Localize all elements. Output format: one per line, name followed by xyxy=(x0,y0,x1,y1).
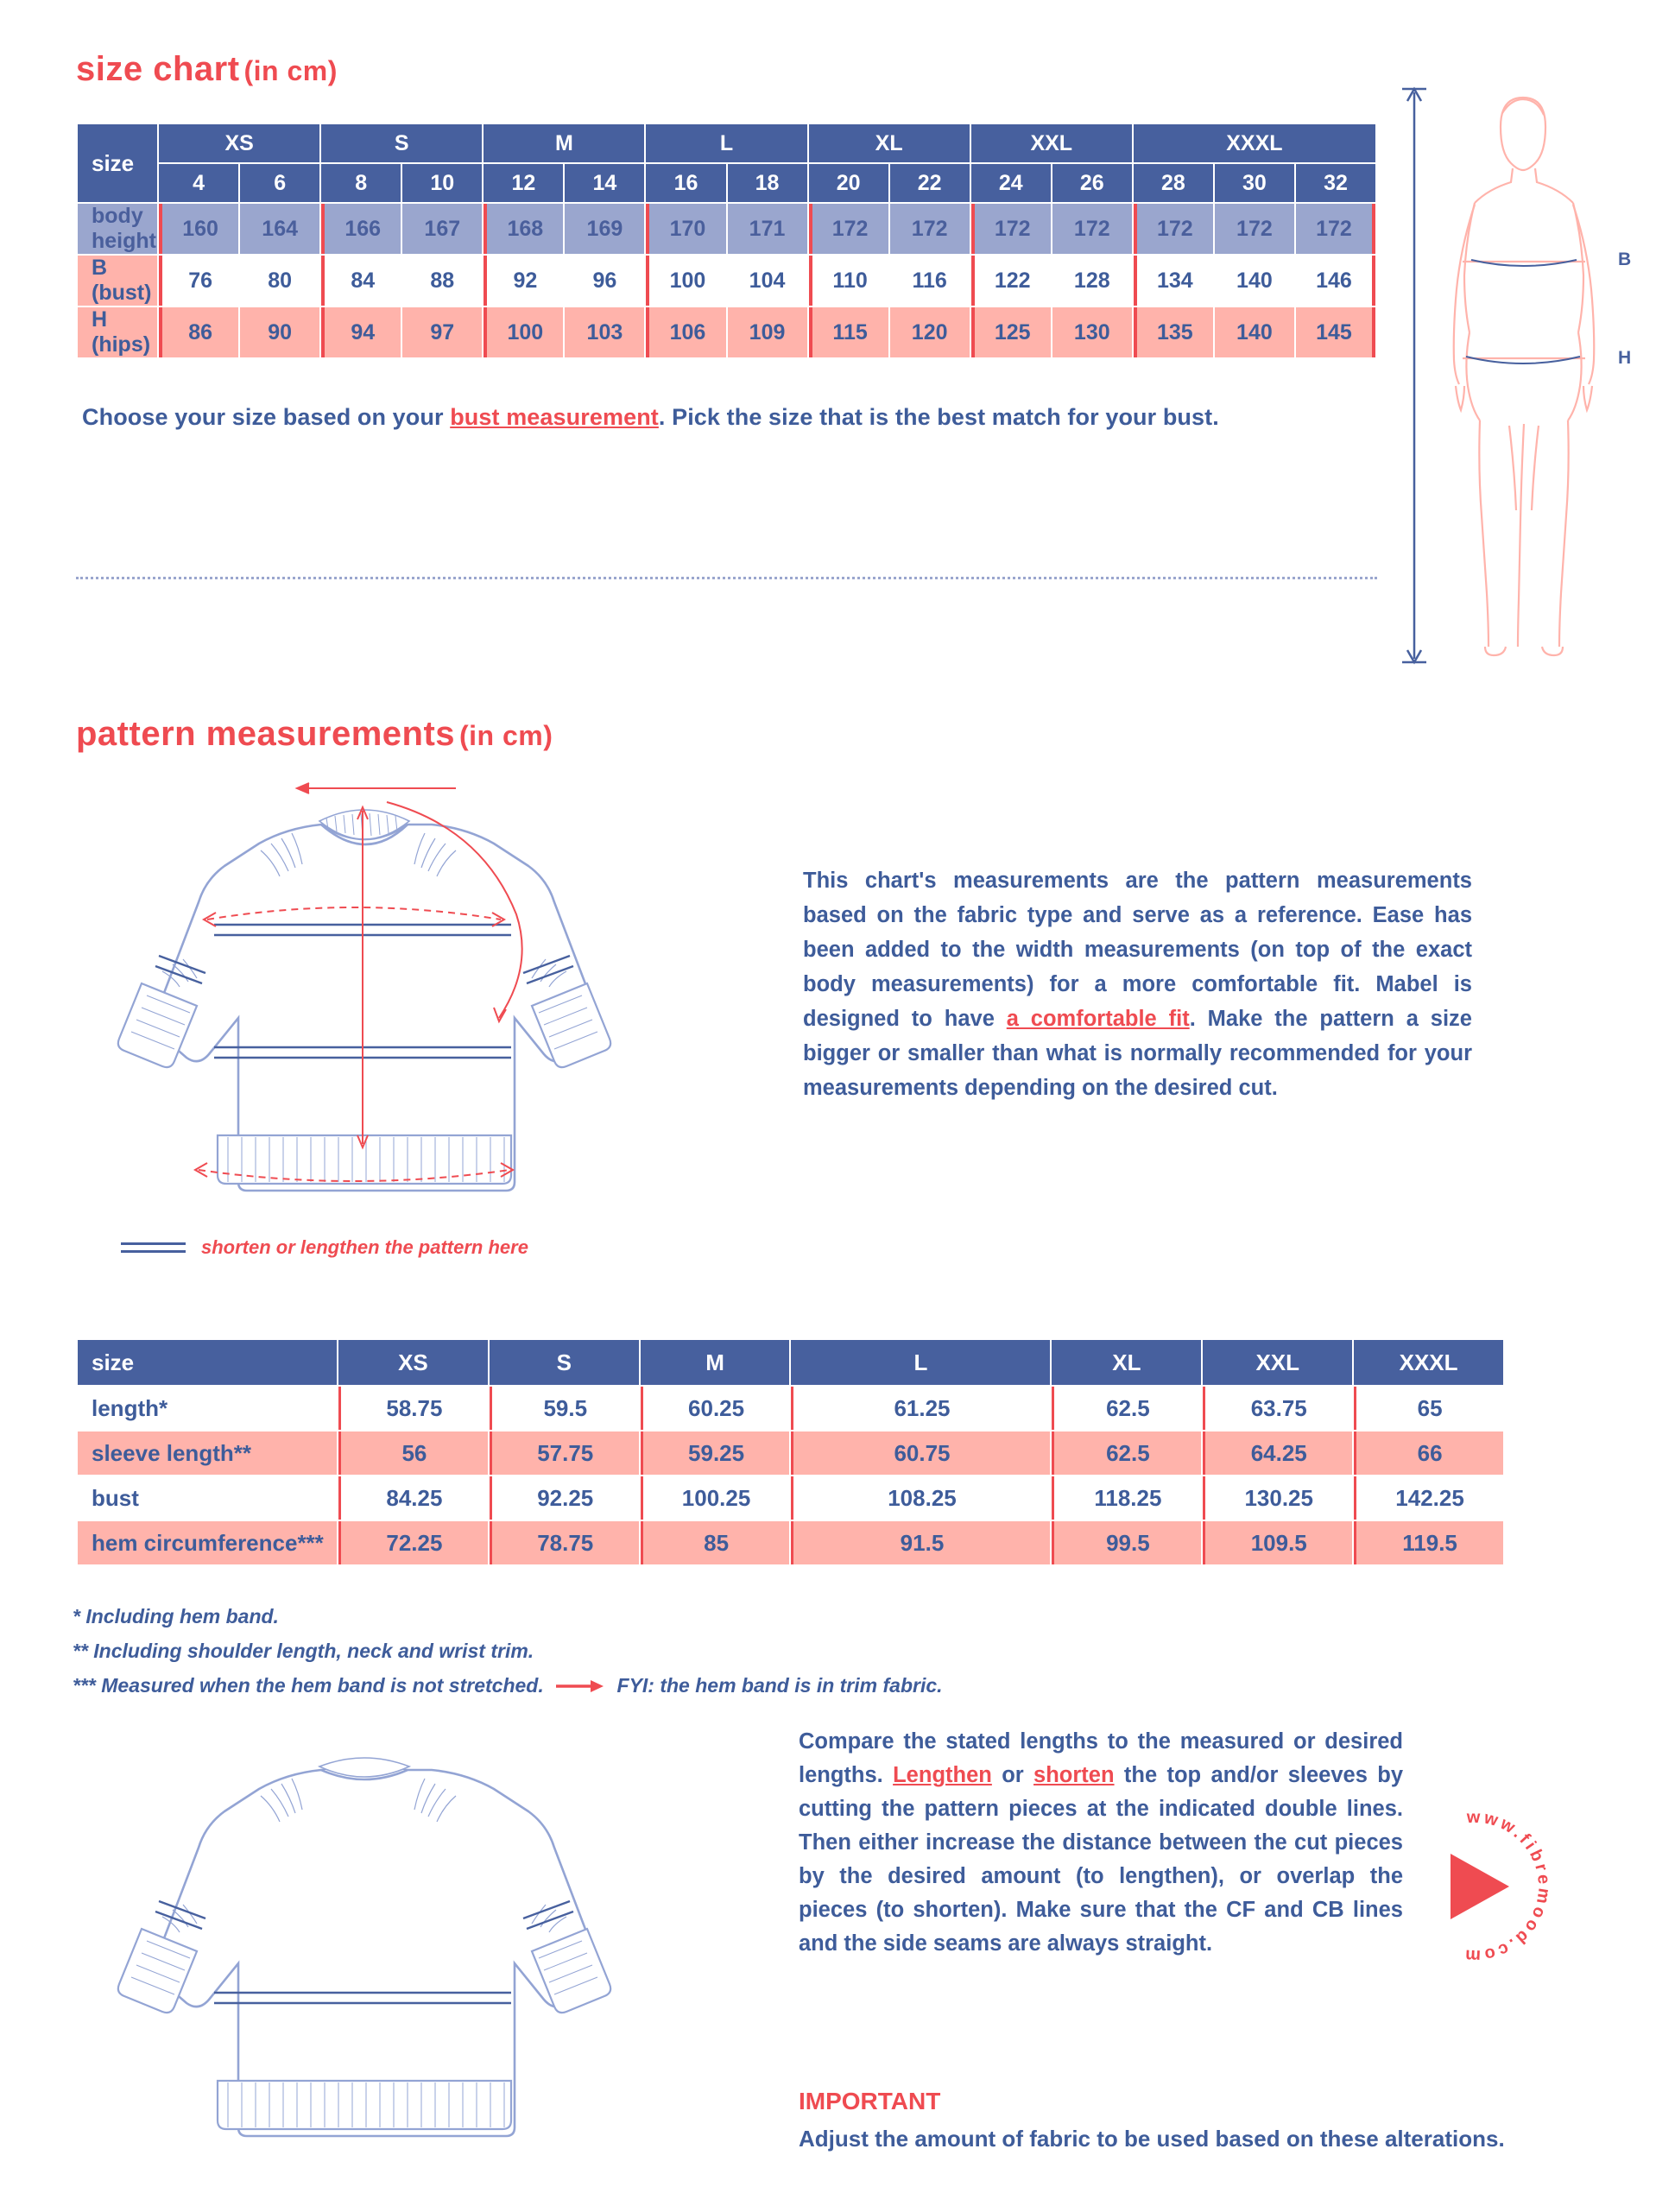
numeric-size-12: 28 xyxy=(1134,164,1213,202)
size-group-xxxl: XXXL xyxy=(1134,124,1375,162)
cell-length-xl: 62.5 xyxy=(1052,1387,1201,1430)
table-row xyxy=(78,307,1375,357)
pattern-measurements-paragraph xyxy=(803,863,1472,1105)
cell-hips-1: 90 xyxy=(240,307,319,357)
cell-hips-8: 115 xyxy=(809,307,888,357)
cell-height-4: 168 xyxy=(484,204,563,254)
numeric-size-11: 26 xyxy=(1052,164,1132,202)
svg-text:www.fibremood.com: www.fibremood.com xyxy=(1462,1807,1554,1966)
table-footnotes xyxy=(73,1599,943,1704)
cell-bust-0: 76 xyxy=(159,256,238,306)
cell-hem-xxl: 109.5 xyxy=(1203,1521,1352,1564)
figure-label-hips: H xyxy=(1618,348,1632,368)
choose-text-before: Choose your size based on your xyxy=(82,404,451,430)
cell-height-2: 166 xyxy=(321,204,401,254)
cell-hips-4: 100 xyxy=(484,307,563,357)
pattern-row-label-length: length* xyxy=(78,1387,337,1430)
cell-hips-14: 145 xyxy=(1296,307,1375,357)
size-chart-group-header-row xyxy=(78,124,1375,162)
cell-pbust-m: 100.25 xyxy=(641,1476,790,1520)
pattern-row-label-sleeve-length: sleeve length** xyxy=(78,1431,337,1475)
cell-length-s: 59.5 xyxy=(490,1387,639,1430)
table-row xyxy=(78,204,1375,254)
pattern-col-xs: XS xyxy=(338,1340,488,1385)
pattern-measurements-table xyxy=(76,1338,1505,1566)
bottom-paragraph-part1: Compare the stated lengths to the measured or desired lengths. xyxy=(799,1729,1403,1787)
numeric-size-8: 20 xyxy=(809,164,888,202)
important-body-text: Adjust the amount of fabric to be used based on these alterations. xyxy=(799,2126,1505,2152)
figure-label-bust: B xyxy=(1618,250,1632,269)
size-group-xxl: XXL xyxy=(971,124,1132,162)
cell-hem-xl: 99.5 xyxy=(1052,1521,1201,1564)
numeric-size-0: 4 xyxy=(159,164,238,202)
cell-height-9: 172 xyxy=(890,204,970,254)
footnote-1: * Including hem band. xyxy=(73,1605,279,1627)
cell-hem-xxxl: 119.5 xyxy=(1354,1521,1503,1564)
cell-sleeve-xs: 56 xyxy=(338,1431,488,1475)
pattern-row-label-hem-circumference: hem circumference*** xyxy=(78,1521,337,1564)
cell-length-m: 60.25 xyxy=(641,1387,790,1430)
cell-bust-8: 110 xyxy=(809,256,888,306)
pattern-paragraph-highlight: a comfortable fit xyxy=(1006,1007,1190,1031)
cell-hem-l: 91.5 xyxy=(791,1521,1050,1564)
row-label-bust-rest: (bust) xyxy=(92,281,152,305)
cell-bust-7: 104 xyxy=(728,256,807,306)
pattern-measurements-title-main: pattern measurements xyxy=(76,715,456,753)
cell-height-5: 169 xyxy=(565,204,644,254)
size-chart-corner-label: size xyxy=(78,124,157,202)
cell-pbust-xxxl: 142.25 xyxy=(1354,1476,1503,1520)
section-divider xyxy=(76,577,1377,579)
cell-length-l: 61.25 xyxy=(791,1387,1050,1430)
bottom-paragraph-highlight-shorten: shorten xyxy=(1033,1763,1115,1787)
choose-text-after: . Pick the size that is the best match for your bust. xyxy=(658,404,1219,430)
cell-height-13: 172 xyxy=(1215,204,1294,254)
cell-sleeve-s: 57.75 xyxy=(490,1431,639,1475)
cell-hips-13: 140 xyxy=(1215,307,1294,357)
pattern-col-xxl: XXL xyxy=(1203,1340,1352,1385)
cell-hips-9: 120 xyxy=(890,307,970,357)
bottom-paragraph-highlight-lengthen: Lengthen xyxy=(893,1763,992,1787)
cell-hem-m: 85 xyxy=(641,1521,790,1564)
row-label-hips-letter: H xyxy=(92,307,108,332)
cell-height-14: 172 xyxy=(1296,204,1375,254)
cell-height-0: 160 xyxy=(159,204,238,254)
size-chart-title-unit: (in cm) xyxy=(243,55,338,86)
numeric-size-9: 22 xyxy=(890,164,970,202)
table-row xyxy=(78,1387,1503,1430)
table-row xyxy=(78,1476,1503,1520)
cell-pbust-s: 92.25 xyxy=(490,1476,639,1520)
footnote-2: ** Including shoulder length, neck and wrist trim. xyxy=(73,1640,534,1662)
cell-hips-12: 135 xyxy=(1134,307,1213,357)
numeric-size-6: 16 xyxy=(646,164,725,202)
size-chart-title xyxy=(76,50,338,89)
cell-bust-3: 88 xyxy=(402,256,482,306)
numeric-size-5: 14 xyxy=(565,164,644,202)
cell-hips-3: 97 xyxy=(402,307,482,357)
lengthen-shorten-paragraph xyxy=(799,1725,1403,1961)
cell-pbust-xl: 118.25 xyxy=(1052,1476,1201,1520)
footnote-3-text: *** Measured when the hem band is not stretched. xyxy=(73,1674,544,1697)
bottom-paragraph-part2: or xyxy=(991,1763,1034,1787)
table-row xyxy=(78,256,1375,306)
cell-sleeve-xxxl: 66 xyxy=(1354,1431,1503,1475)
table-row xyxy=(78,1431,1503,1475)
pattern-col-s: S xyxy=(490,1340,639,1385)
row-label-hips xyxy=(78,307,157,357)
cell-hem-xs: 72.25 xyxy=(338,1521,488,1564)
cell-hips-5: 103 xyxy=(565,307,644,357)
size-group-xl: XL xyxy=(809,124,970,162)
cell-hips-7: 109 xyxy=(728,307,807,357)
row-label-bust xyxy=(78,256,157,306)
arrow-right-icon xyxy=(556,1670,604,1704)
cell-sleeve-l: 60.75 xyxy=(791,1431,1050,1475)
pattern-paragraph-part1: This chart's measurements are the pattern measurements based on the fabric type and serve as a reference. Ease has been added to the width measurements (on top of the exact body measurements) for a more comfortable fit. Mabel is designed to have xyxy=(803,869,1472,1031)
cell-hips-0: 86 xyxy=(159,307,238,357)
cell-sleeve-xxl: 64.25 xyxy=(1203,1431,1352,1475)
important-heading: IMPORTANT xyxy=(799,2088,941,2114)
choose-size-instruction xyxy=(82,404,1219,431)
numeric-size-3: 10 xyxy=(402,164,482,202)
cell-height-7: 171 xyxy=(728,204,807,254)
row-label-hips-rest: (hips) xyxy=(92,332,151,357)
pattern-col-xxxl: XXXL xyxy=(1354,1340,1503,1385)
cell-sleeve-m: 59.25 xyxy=(641,1431,790,1475)
cell-bust-5: 96 xyxy=(565,256,644,306)
numeric-size-2: 8 xyxy=(321,164,401,202)
cell-hem-s: 78.75 xyxy=(490,1521,639,1564)
cell-length-xxxl: 65 xyxy=(1354,1387,1503,1430)
cell-bust-11: 128 xyxy=(1052,256,1132,306)
cell-pbust-xxl: 130.25 xyxy=(1203,1476,1352,1520)
row-label-body-height: body height xyxy=(78,204,157,254)
sweater-back-illustration xyxy=(69,1718,786,2176)
cell-bust-2: 84 xyxy=(321,256,401,306)
cell-bust-13: 140 xyxy=(1215,256,1294,306)
sweater-front-illustration xyxy=(69,773,786,1230)
cell-hips-2: 94 xyxy=(321,307,401,357)
size-chart-title-main: size chart xyxy=(76,50,240,88)
footnote-3-fyi: FYI: the hem band is in trim fabric. xyxy=(616,1674,943,1697)
size-group-m: M xyxy=(484,124,644,162)
cell-bust-14: 146 xyxy=(1296,256,1375,306)
cell-sleeve-xl: 62.5 xyxy=(1052,1431,1201,1475)
cell-length-xs: 58.75 xyxy=(338,1387,488,1430)
cell-hips-6: 106 xyxy=(646,307,725,357)
row-label-bust-letter: B xyxy=(92,256,108,280)
body-figure-illustration xyxy=(1399,82,1649,669)
cell-height-10: 172 xyxy=(971,204,1051,254)
size-chart-table xyxy=(76,123,1377,359)
cell-hips-10: 125 xyxy=(971,307,1051,357)
pattern-row-label-bust: bust xyxy=(78,1476,337,1520)
cell-bust-1: 80 xyxy=(240,256,319,306)
cell-height-11: 172 xyxy=(1052,204,1132,254)
numeric-size-14: 32 xyxy=(1296,164,1375,202)
cell-pbust-xs: 84.25 xyxy=(338,1476,488,1520)
numeric-size-1: 6 xyxy=(240,164,319,202)
numeric-size-7: 18 xyxy=(728,164,807,202)
cell-hips-11: 130 xyxy=(1052,307,1132,357)
cell-bust-6: 100 xyxy=(646,256,725,306)
cell-bust-4: 92 xyxy=(484,256,563,306)
pattern-col-m: M xyxy=(641,1340,790,1385)
footnote-3 xyxy=(73,1668,943,1704)
cell-height-3: 167 xyxy=(402,204,482,254)
legend-label: shorten or lengthen the pattern here xyxy=(201,1236,528,1258)
pattern-table-header-row xyxy=(78,1340,1503,1385)
size-group-s: S xyxy=(321,124,482,162)
size-group-l: L xyxy=(646,124,806,162)
double-line-icon xyxy=(121,1242,186,1253)
numeric-size-4: 12 xyxy=(484,164,563,202)
shorten-lengthen-legend xyxy=(121,1236,528,1259)
pattern-paragraph-part2: . Make the pattern a size bigger or smaller than what is normally recommended for your measurements depending on the desired cut. xyxy=(803,1007,1472,1100)
size-group-xs: XS xyxy=(159,124,319,162)
pattern-table-corner-label: size xyxy=(78,1340,337,1385)
choose-text-highlight: bust measurement xyxy=(450,404,659,430)
cell-length-xxl: 63.75 xyxy=(1203,1387,1352,1430)
play-triangle-icon xyxy=(1451,1854,1509,1919)
pattern-col-xl: XL xyxy=(1052,1340,1201,1385)
cell-height-8: 172 xyxy=(809,204,888,254)
table-row xyxy=(78,1521,1503,1564)
cell-bust-10: 122 xyxy=(971,256,1051,306)
size-chart-numeric-header-row xyxy=(78,164,1375,202)
cell-height-6: 170 xyxy=(646,204,725,254)
cell-bust-12: 134 xyxy=(1134,256,1213,306)
cell-bust-9: 116 xyxy=(890,256,970,306)
pattern-measurements-title xyxy=(76,715,553,754)
cell-height-1: 164 xyxy=(240,204,319,254)
pattern-col-l: L xyxy=(791,1340,1050,1385)
fibremood-logo[interactable] xyxy=(1388,1800,1561,1973)
numeric-size-13: 30 xyxy=(1215,164,1294,202)
numeric-size-10: 24 xyxy=(971,164,1051,202)
pattern-measurements-title-unit: (in cm) xyxy=(459,720,553,751)
cell-height-12: 172 xyxy=(1134,204,1213,254)
cell-pbust-l: 108.25 xyxy=(791,1476,1050,1520)
bottom-paragraph-part3: the top and/or sleeves by cutting the pattern pieces at the indicated double lines. Then either increase the distance between the cut pieces by the desired amount (to lengthen), or overlap the pieces (to shorten). Make sure that the CF and CB lines and the side seams are always straight. xyxy=(799,1763,1404,1956)
